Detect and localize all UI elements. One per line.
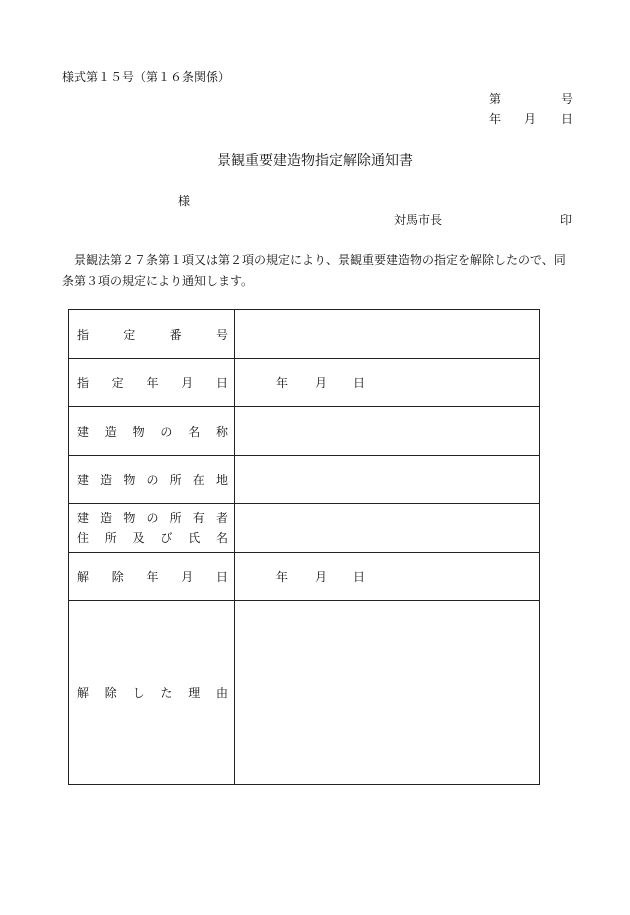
table-row — [69, 359, 540, 407]
table-row — [69, 601, 540, 785]
body-text: 景観法第２７条第１項又は第２項の規定により、景観重要建造物の指定を解除したので、同条第３項の規定により通知します。 — [62, 253, 566, 288]
value-owner-address-name[interactable] — [235, 504, 540, 553]
year-label: 年 — [276, 570, 289, 584]
document-number — [489, 90, 573, 106]
value-building-location[interactable] — [235, 456, 540, 504]
value-designation-date[interactable] — [235, 359, 540, 407]
doc-no-suffix: 号 — [560, 92, 573, 106]
value-designation-number[interactable] — [235, 310, 540, 359]
row-label-designation-date: 指 定 年 月 日 — [69, 359, 235, 407]
row-label-cancellation-date: 解 除 年 月 日 — [69, 553, 235, 601]
row-label-building-name: 建 造 物 の 名 称 — [69, 407, 235, 456]
day-label: 日 — [353, 376, 366, 390]
value-cancellation-reason[interactable] — [235, 601, 540, 785]
month-label: 月 — [315, 570, 328, 584]
month-label: 月 — [315, 376, 328, 390]
table-row — [69, 553, 540, 601]
addressee: 様 — [178, 194, 191, 208]
document-title: 景観重要建造物指定解除通知書 — [217, 153, 413, 169]
row-label-cancellation-reason: 解 除 し た 理 由 — [69, 601, 235, 785]
date-day: 日 — [560, 112, 573, 126]
row-label-designation-number: 指 定 番 号 — [69, 310, 235, 359]
document-date — [489, 110, 573, 126]
value-building-name[interactable] — [235, 407, 540, 456]
form-number: 様式第１５号（第１６条関係） — [62, 70, 231, 84]
table-row — [69, 504, 540, 553]
value-cancellation-date[interactable] — [235, 553, 540, 601]
doc-no-prefix: 第 — [489, 92, 502, 106]
table-row — [69, 407, 540, 456]
row-label-building-location: 建 造 物 の 所 在 地 — [69, 456, 235, 504]
table-row — [69, 310, 540, 359]
year-label: 年 — [276, 376, 289, 390]
row-label-owner-address-name: 建 造 物 の 所 有 者 住 所 及 び 氏 名 — [69, 504, 235, 553]
seal-mark: 印 — [560, 213, 573, 227]
day-label: 日 — [353, 570, 366, 584]
table-row — [69, 456, 540, 504]
sender: 対馬市長 — [394, 213, 443, 227]
notice-table — [68, 309, 540, 785]
date-month: 月 — [524, 112, 537, 126]
date-year: 年 — [489, 112, 502, 126]
